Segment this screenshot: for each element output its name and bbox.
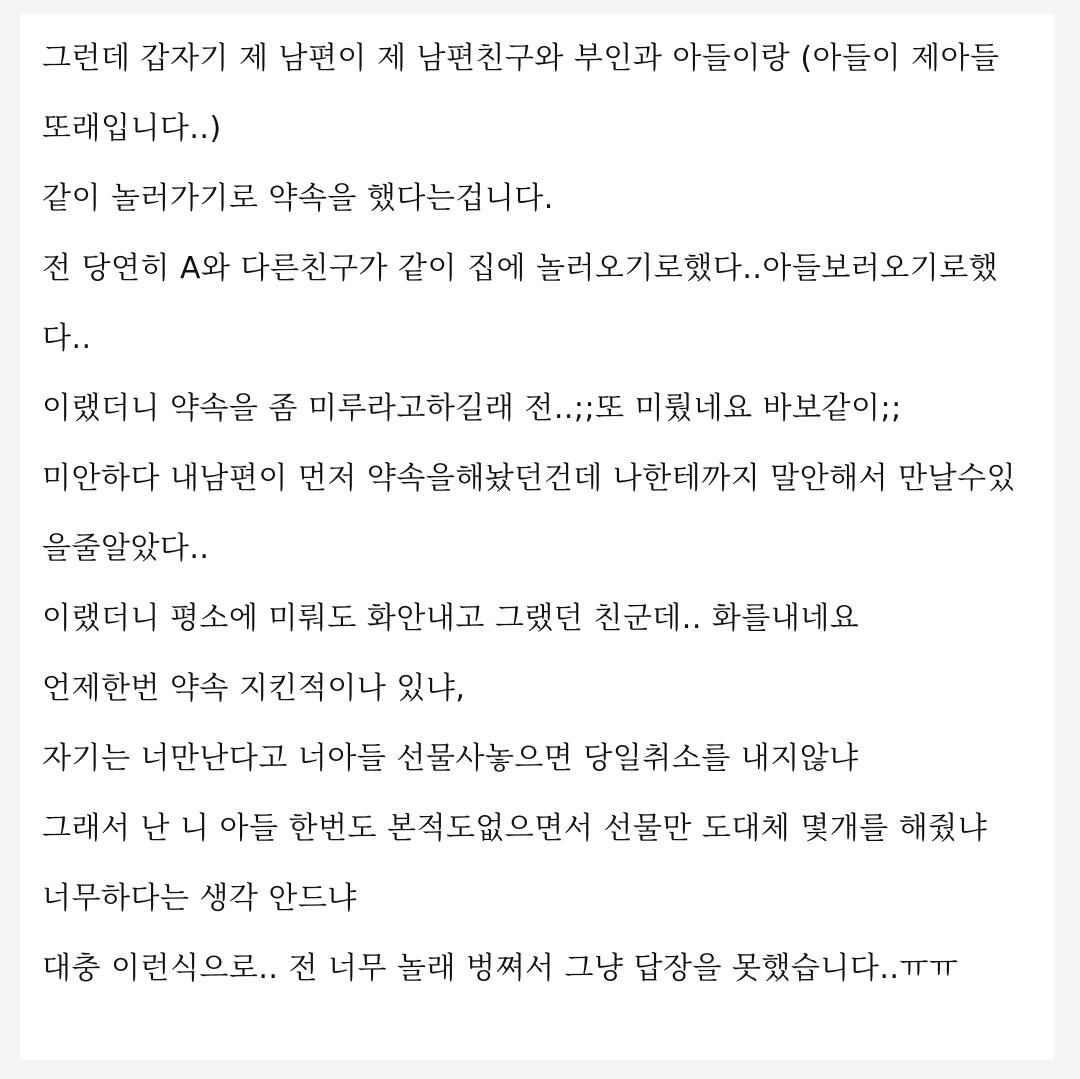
document-page — [20, 14, 1054, 1060]
document-text — [42, 34, 1046, 1014]
text-line: 이랬더니 약속을 좀 미루라고하길래 전..;;또 미뤘네요 바보같이;; — [42, 391, 902, 426]
text-line: 너무하다는 생각 안드냐 — [42, 881, 357, 916]
text-line: 그래서 난 니 아들 한번도 본적도없으면서 선물만 도대체 몇개를 해줬냐 — [42, 811, 988, 846]
text-line: 을줄알았다.. — [42, 531, 210, 566]
text-line: 같이 놀러가기로 약속을 했다는겁니다. — [42, 181, 554, 216]
text-line: 또래입니다..) — [42, 111, 222, 146]
text-line: 언제한번 약속 지킨적이나 있냐, — [42, 671, 466, 706]
text-line: 다.. — [42, 321, 92, 356]
text-line: 그런데 갑자기 제 남편이 제 남편친구와 부인과 아들이랑 (아들이 제아들 — [42, 41, 1000, 76]
text-line: 자기는 너만난다고 너아들 선물사놓으면 당일취소를 내지않냐 — [42, 741, 859, 776]
text-line: 전 당연히 A와 다른친구가 같이 집에 놀러오기로했다..아들보러오기로했 — [42, 251, 999, 286]
text-line: 미안하다 내남편이 먼저 약속을해놨던건데 나한테까지 말안해서 만날수있 — [42, 461, 1017, 496]
text-line: 대충 이런식으로.. 전 너무 놀래 벙쪄서 그냥 답장을 못했습니다..ㅠㅠ — [42, 951, 959, 986]
text-line: 이랬더니 평소에 미뤄도 화안내고 그랬던 친군데.. 화를내네요 — [42, 601, 860, 636]
